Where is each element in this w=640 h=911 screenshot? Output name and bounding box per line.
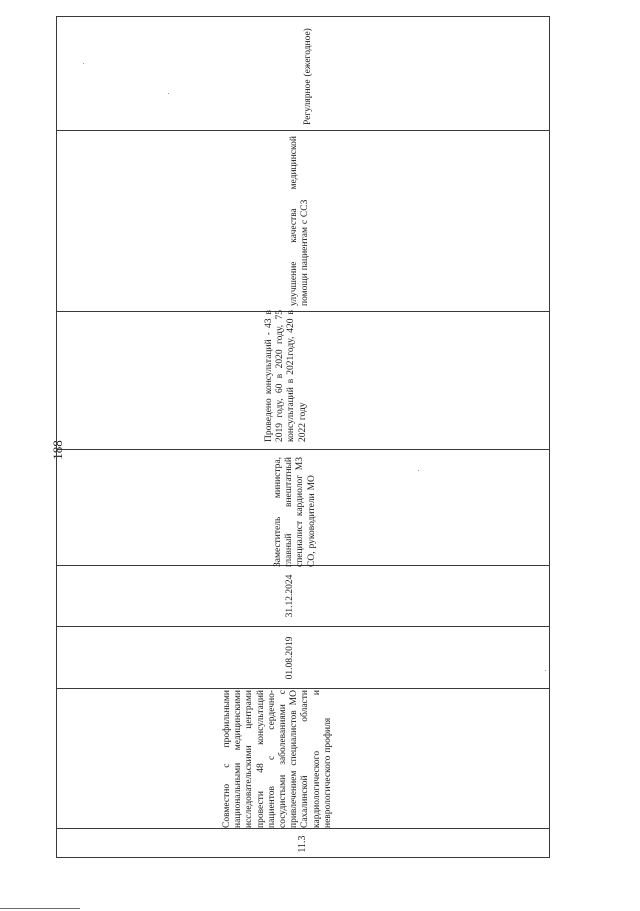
table-divider <box>56 626 550 627</box>
row-start-date: 01.08.2019 <box>285 636 295 680</box>
row-responsible: Заместитель министра, главный внештатный специалист кардиолог МЗ СО, руководители МО <box>273 457 317 567</box>
table-divider <box>56 130 550 131</box>
footer-rule <box>0 908 80 909</box>
scan-speck <box>83 63 84 64</box>
row-description: Совместно с профильными национальными медицинскими исследовательскими центрами провести 48 консультаций пациентов с сердечно-сосудистыми заболеваниями с привлечением специалистов МО Сахалинской области кардиологического и неврологического профиля <box>222 690 333 828</box>
table-divider <box>549 16 550 858</box>
scan-speck <box>545 670 546 671</box>
row-index: 11.3 <box>297 835 308 853</box>
scan-speck <box>168 93 169 94</box>
row-outcome: улучшение качества медицинской помощи пациентам с ССЗ <box>289 136 311 306</box>
row-frequency: Регулярное (ежегодное) <box>303 28 313 125</box>
table-divider <box>56 449 550 450</box>
scan-speck <box>418 470 419 471</box>
row-result: Проведено консультаций - 43 в 2019 году, 60 в 2020 году, 75 консультаций в 2021году, 420 в 2022 году <box>264 310 308 442</box>
table-divider <box>56 688 550 689</box>
page-number: 188 <box>50 440 65 460</box>
row-end-date: 31.12.2024 <box>285 574 295 618</box>
